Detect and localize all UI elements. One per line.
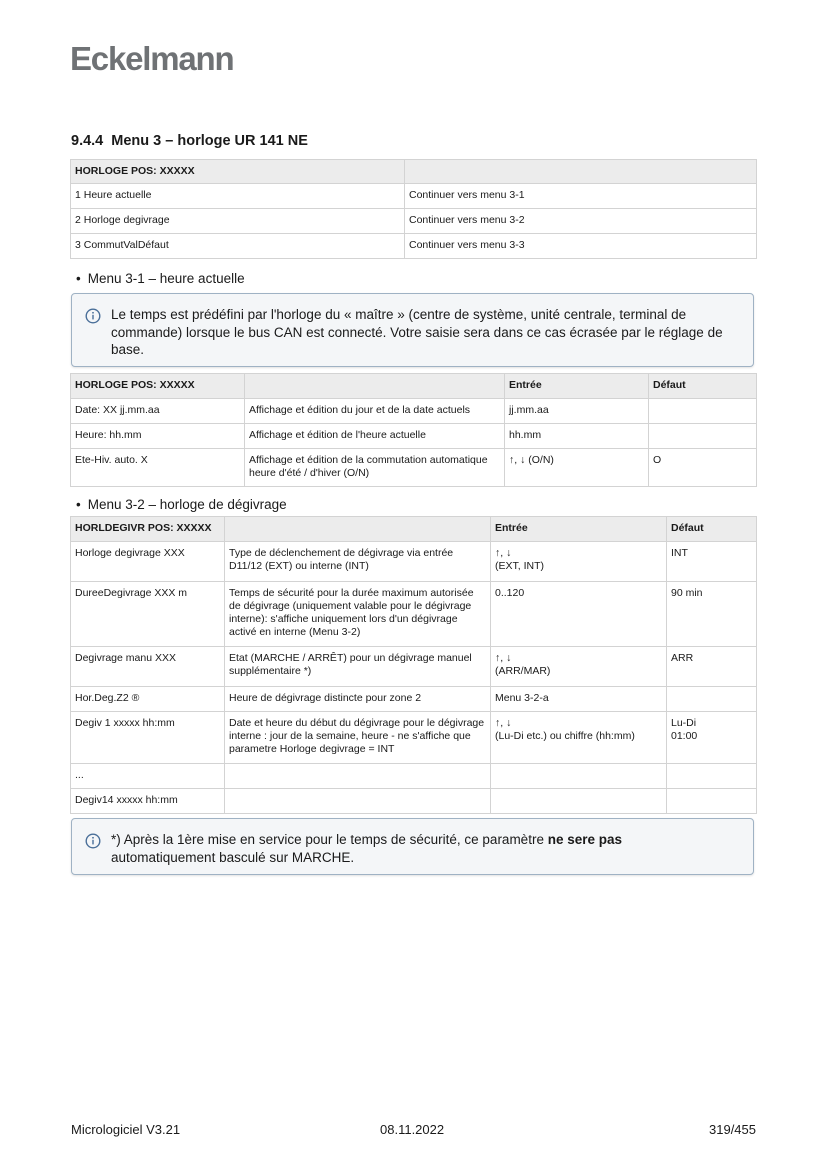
info-note-2 [71, 818, 754, 875]
footer-firmware-version: Micrologiciel V3.21 [71, 1122, 181, 1137]
table-cell: Degiv14 xxxxx hh:mm [71, 789, 225, 814]
section-number: 9.4.4 [71, 133, 104, 149]
table-cell: ↑, ↓ (EXT, INT) [491, 542, 667, 582]
table-header-cell [245, 374, 505, 399]
table-header-cell: HORLOGE POS: XXXXX [71, 374, 245, 399]
table-cell: INT [667, 542, 757, 582]
table-cell [649, 424, 757, 449]
table-cell: Date et heure du début du dégivrage pour le dégivrage interne : jour de la semaine, heure - ne s'affiche que parametre Horloge degivrage = INT [225, 712, 491, 764]
eckelmann-logo: Eckelmann [70, 40, 234, 77]
table-cell: Heure de dégivrage distincte pour zone 2 [225, 687, 491, 712]
table-header-cell: HORLDEGIVR POS: XXXXX [71, 517, 225, 542]
table-row [71, 209, 757, 234]
table-cell: Date: XX jj.mm.aa [71, 399, 245, 424]
table-cell [225, 789, 491, 814]
table-cell: Affichage et édition de l'heure actuelle [245, 424, 505, 449]
info-circle-icon [85, 833, 101, 849]
table-cell: ↑, ↓ (Lu-Di etc.) ou chiffre (hh:mm) [491, 712, 667, 764]
table-cell: 1 Heure actuelle [71, 184, 405, 209]
table-cell: Hor.Deg.Z2 ® [71, 687, 225, 712]
bullet-dot: • [76, 497, 81, 512]
table-cell: 2 Horloge degivrage [71, 209, 405, 234]
table-row [71, 647, 757, 687]
table-cell: jj.mm.aa [505, 399, 649, 424]
table-cell: hh.mm [505, 424, 649, 449]
table-header-cell: Défaut [667, 517, 757, 542]
table-cell: Degivrage manu XXX [71, 647, 225, 687]
table-cell: Degiv 1 xxxxx hh:mm [71, 712, 225, 764]
table-cell: Horloge degivrage XXX [71, 542, 225, 582]
note-text: Le temps est prédéfini par l'horloge du « maître » (centre de système, unité centrale, terminal de commande) lorsque le bus CAN est connecté. Votre saisie sera dans ce cas écrasée par le réglage de base. [111, 307, 723, 358]
table-cell: Ete-Hiv. auto. X [71, 449, 245, 487]
table-row [71, 582, 757, 647]
table-cell [491, 789, 667, 814]
menu3-table [70, 159, 757, 259]
table-cell: DureeDegivrage XXX m [71, 582, 225, 647]
table-cell: Lu-Di 01:00 [667, 712, 757, 764]
info-circle-icon [85, 308, 101, 324]
table-cell: 90 min [667, 582, 757, 647]
footer-date: 08.11.2022 [380, 1122, 445, 1137]
table-header-cell [405, 160, 757, 184]
table-row [71, 184, 757, 209]
table-row [71, 234, 757, 259]
bullet-menu-3-1 [76, 271, 245, 286]
table-header-cell: HORLOGE POS: XXXXX [71, 160, 405, 184]
table-cell [667, 764, 757, 789]
table-header-cell: Entrée [505, 374, 649, 399]
section-title: Menu 3 – horloge UR 141 NE [111, 133, 308, 149]
table-row [71, 687, 757, 712]
table-cell: Affichage et édition de la commutation automatique heure d'été / d'hiver (O/N) [245, 449, 505, 487]
note-text-bold: ne sere pas [547, 832, 622, 847]
table-row [71, 424, 757, 449]
table-cell [667, 687, 757, 712]
table-header-cell: Entrée [491, 517, 667, 542]
table-cell: ... [71, 764, 225, 789]
table-cell: O [649, 449, 757, 487]
table-cell: 0..120 [491, 582, 667, 647]
table-cell: Continuer vers menu 3-3 [405, 234, 757, 259]
note-text [111, 831, 651, 866]
table-header-cell [225, 517, 491, 542]
table-row [71, 399, 757, 424]
bullet-dot: • [76, 271, 81, 286]
table-cell: ARR [667, 647, 757, 687]
table-cell: Continuer vers menu 3-1 [405, 184, 757, 209]
footer-page-number: 319/455 [709, 1122, 756, 1137]
table-cell [225, 764, 491, 789]
table-row [71, 764, 757, 789]
bullet-text: Menu 3-2 – horloge de dégivrage [87, 497, 287, 512]
table-cell [667, 789, 757, 814]
table-cell [491, 764, 667, 789]
table-row [71, 542, 757, 582]
table-cell: Menu 3-2-a [491, 687, 667, 712]
note-text-part: automatiquement basculé sur MARCHE. [111, 849, 355, 865]
table-cell: Temps de sécurité pour la durée maximum autorisée de dégivrage (uniquement valable pour le dégivrage interne): s'affiche uniquement lors d'un dégivrage activé en interne (Menu 3-2) [225, 582, 491, 647]
note-text-part: *) Après la 1ère mise en service pour le temps de sécurité, ce paramètre [111, 832, 548, 847]
bullet-text: Menu 3-1 – heure actuelle [87, 271, 245, 286]
table-cell [649, 399, 757, 424]
table-cell: Continuer vers menu 3-2 [405, 209, 757, 234]
horloge-table [70, 373, 757, 487]
table-cell: Etat (MARCHE / ARRÊT) pour un dégivrage manuel supplémentaire *) [225, 647, 491, 687]
table-cell: Type de déclenchement de dégivrage via entrée D11/12 (EXT) ou interne (INT) [225, 542, 491, 582]
table-header-cell: Défaut [649, 374, 757, 399]
table-cell: Heure: hh.mm [71, 424, 245, 449]
horldegivr-table [70, 516, 757, 814]
table-cell: ↑, ↓ (O/N) [505, 449, 649, 487]
table-cell: 3 CommutValDéfaut [71, 234, 405, 259]
table-row [71, 789, 757, 814]
info-note-1 [71, 293, 754, 367]
table-cell: ↑, ↓ (ARR/MAR) [491, 647, 667, 687]
table-row [71, 712, 757, 764]
table-row [71, 449, 757, 487]
section-heading [71, 133, 312, 149]
table-cell: Affichage et édition du jour et de la date actuels [245, 399, 505, 424]
bullet-menu-3-2 [76, 497, 287, 512]
